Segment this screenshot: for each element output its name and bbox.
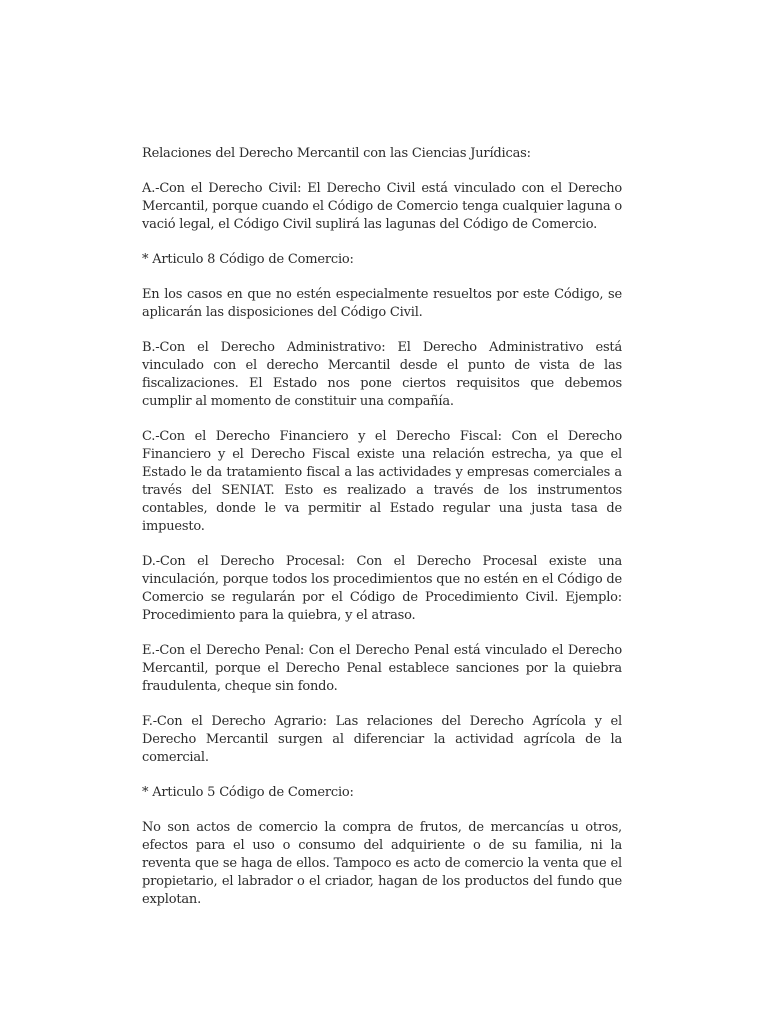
paragraph-procedural-law: D.-Con el Derecho Procesal: Con el Derecho Procesal existe una vinculación, porque todos los procedimientos que no estén en el Código de Comercio se regularán por el Código de Procedimiento Civil. Ejemplo: Procedimiento para la quiebra, y el atraso.: [142, 554, 623, 623]
paragraph-financial-fiscal-law: C.-Con el Derecho Financiero y el Derecho Fiscal: Con el Derecho Financiero y el Derecho Fiscal existe una relación estrecha, ya que el Estado le da tratamiento fiscal a las actividades y empresas comerciales a través del SENIAT. Esto es realizado a través de los instrumentos contables, donde le va permitir al Estado regular una justa tasa de impuesto.: [142, 429, 622, 534]
article-8-heading: * Articulo 8 Código de Comercio:: [142, 252, 354, 267]
article-5-heading: * Articulo 5 Código de Comercio:: [142, 785, 354, 800]
paragraph-criminal-law: E.-Con el Derecho Penal: Con el Derecho Penal está vinculado el Derecho Mercantil, porque el Derecho Penal establece sanciones por la quiebra fraudulenta, cheque sin fondo.: [142, 643, 622, 694]
document-page: [142, 145, 622, 926]
paragraph-agrarian-law: F.-Con el Derecho Agrario: Las relaciones del Derecho Agrícola y el Derecho Mercantil surgen al diferenciar la actividad agrícola de la comercial.: [142, 714, 622, 765]
document-title: Relaciones del Derecho Mercantil con las Ciencias Jurídicas:: [142, 146, 531, 161]
paragraph-article-8: En los casos en que no estén especialmente resueltos por este Código, se aplicarán las disposiciones del Código Civil.: [142, 287, 622, 320]
paragraph-administrative-law: B.-Con el Derecho Administrativo: El Derecho Administrativo está vinculado con el derecho Mercantil desde el punto de vista de las fiscalizaciones. El Estado nos pone ciertos requisitos que debemos cumplir al momento de constituir una compañía.: [142, 340, 622, 409]
paragraph-civil-law: A.-Con el Derecho Civil: El Derecho Civil está vinculado con el Derecho Mercantil, porque cuando el Código de Comercio tenga cualquier laguna o vació legal, el Código Civil suplirá las lagunas del Código de Comercio.: [142, 181, 622, 232]
paragraph-article-5: No son actos de comercio la compra de frutos, de mercancías u otros, efectos para el uso o consumo del adquiriente o de su familia, ni la reventa que se haga de ellos. Tampoco es acto de comercio la venta que el propietario, el labrador o el criador, hagan de los productos del fundo que explotan.: [142, 820, 622, 907]
